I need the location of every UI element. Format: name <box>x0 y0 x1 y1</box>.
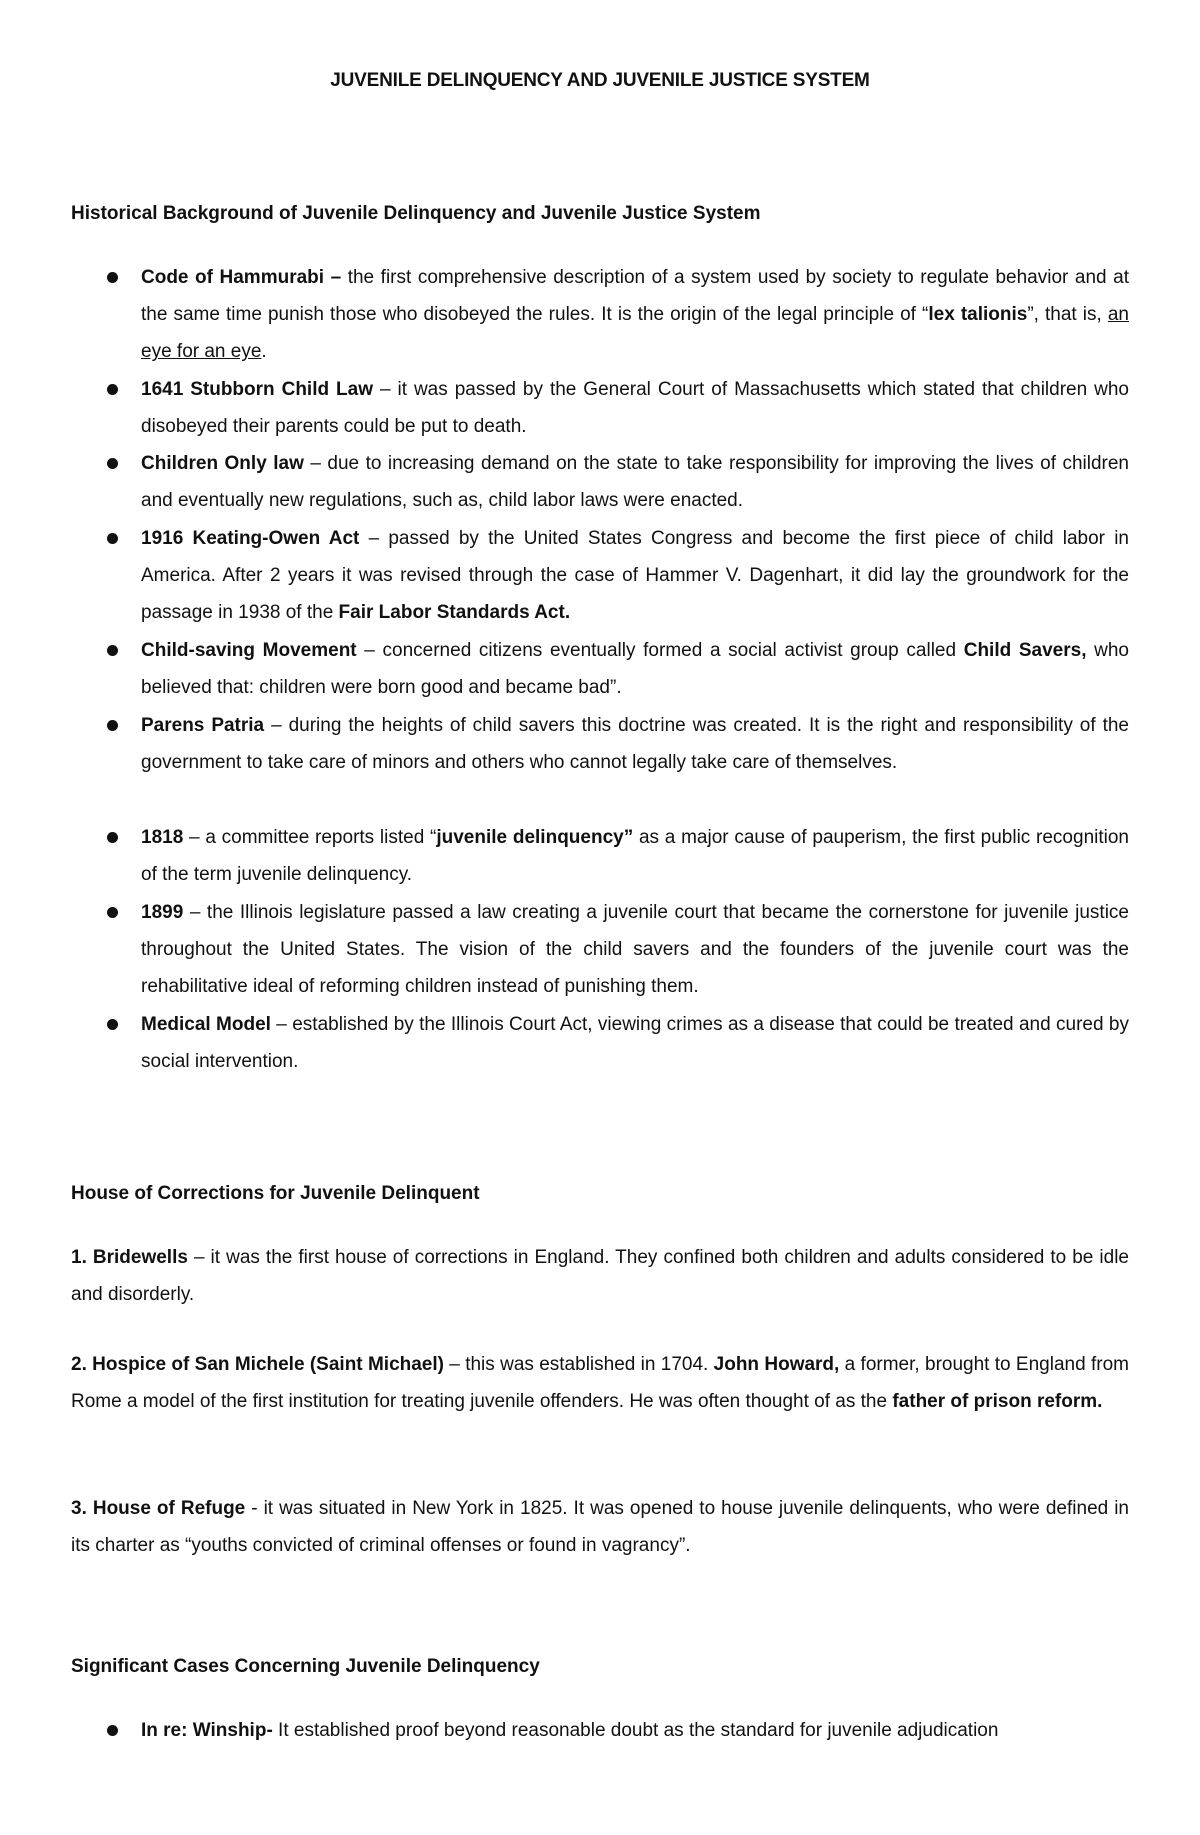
bullet-icon <box>107 720 118 731</box>
list-item-in-re-winship: In re: Winship- It established proof beyond reasonable doubt as the standard for juvenile adjudication <box>141 1712 1129 1749</box>
bullet-icon <box>107 384 118 395</box>
bullet-icon <box>107 645 118 656</box>
list-item-code-of-hammurabi: Code of Hammurabi – the first comprehensive description of a system used by society to regulate behavior and at the same time punish those who disobeyed the rules. It is the origin of the legal principle of “lex talionis”, that is, an eye for an eye. <box>141 259 1129 371</box>
bullet-icon <box>107 832 118 843</box>
bullet-icon <box>107 272 118 283</box>
list-item-1899: 1899 – the Illinois legislature passed a law creating a juvenile court that became the cornerstone for juvenile justice throughout the United States. The vision of the child savers and the founders of the juvenile court was the rehabilitative ideal of reforming children instead of punishing them. <box>141 894 1129 1006</box>
paragraph-house-of-refuge: 3. House of Refuge - it was situated in New York in 1825. It was opened to house juvenile delinquents, who were defined in its charter as “youths convicted of criminal offenses or found in vagrancy”. <box>71 1498 1129 1557</box>
list-item-children-only-law: Children Only law – due to increasing demand on the state to take responsibility for improving the lives of children and eventually new regulations, such as, child labor laws were enacted. <box>141 445 1129 519</box>
list-item-stubborn-child-law: 1641 Stubborn Child Law – it was passed by the General Court of Massachusetts which stated that children who disobeyed their parents could be put to death. <box>141 371 1129 445</box>
bullet-icon <box>107 1019 118 1030</box>
list-item-medical-model: Medical Model – established by the Illinois Court Act, viewing crimes as a disease that could be treated and cured by social intervention. <box>141 1006 1129 1080</box>
list-item-parens-patria: Parens Patria – during the heights of child savers this doctrine was created. It is the right and responsibility of the government to take care of minors and others who cannot legally take care of themselves. <box>141 707 1129 781</box>
list-item-child-saving-movement: Child-saving Movement – concerned citizens eventually formed a social activist group called Child Savers, who believed that: children were born good and became bad”. <box>141 632 1129 706</box>
document-title: JUVENILE DELINQUENCY AND JUVENILE JUSTICE SYSTEM <box>330 70 870 91</box>
section-heading-historical-background: Historical Background of Juvenile Delinquency and Juvenile Justice System <box>71 203 761 224</box>
list-item-keating-owen-act: 1916 Keating-Owen Act – passed by the United States Congress and become the first piece of child labor in America. After 2 years it was revised through the case of Hammer V. Dagenhart, it did lay the groundwork for the passage in 1938 of the Fair Labor Standards Act. <box>141 520 1129 632</box>
section-heading-house-of-corrections: House of Corrections for Juvenile Delinquent <box>71 1183 480 1204</box>
bullet-icon <box>107 458 118 469</box>
bullet-icon <box>107 533 118 544</box>
section-heading-significant-cases: Significant Cases Concerning Juvenile Delinquency <box>71 1656 540 1677</box>
bullet-icon <box>107 1725 118 1736</box>
list-item-1818: 1818 – a committee reports listed “juvenile delinquency” as a major cause of pauperism, the first public recognition of the term juvenile delinquency. <box>141 819 1129 893</box>
paragraph-hospice-of-san-michele: 2. Hospice of San Michele (Saint Michael) – this was established in 1704. John Howard, a former, brought to England from Rome a model of the first institution for treating juvenile offenders. He was often thought of as the father of prison reform. <box>71 1354 1129 1413</box>
paragraph-bridewells: 1. Bridewells – it was the first house of corrections in England. They confined both children and adults considered to be idle and disorderly. <box>71 1247 1129 1306</box>
bullet-icon <box>107 907 118 918</box>
